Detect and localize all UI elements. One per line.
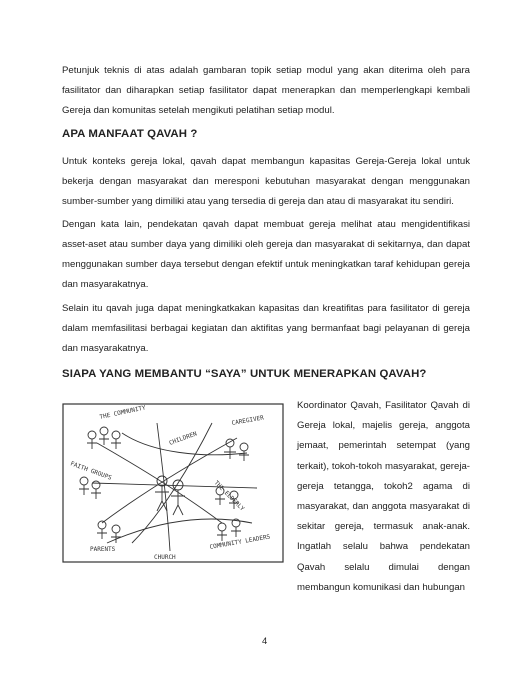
- helpers-paragraph: Koordinator Qavah, Fasilitator Qavah di Gereja lokal, majelis gereja, anggota jemaat, pemerintah setempat (yang terkait), tokoh-tokoh masyarakat, gereja-gereja tetangga, tokoh2 agama di masyarakat, dan anggota masyarakat di sekitar gereja, termasuk anak-anak. Ingatlah selalu bahwa pendekatan Qavah selalu dimulai dengan membangun komunikasi dan hubungan: [297, 400, 470, 593]
- label-faith-groups: FAITH GROUPS: [69, 460, 113, 482]
- label-children: CHILDREN: [168, 430, 198, 447]
- paragraph-manfaat-2: Dengan kata lain, pendekatan qavah dapat membuat gereja melihat atau mengidentifikasi asset-aset atau sumber daya yang dimiliki oleh gereja dan masyarakat di sekitarnya, dan dapat menggunakan sumber daya tersebut dengan efektif untuk meningkatkan taraf kehidupan gereja dan masyarakatnya.: [62, 219, 470, 290]
- paragraph-manfaat-1: Untuk konteks gereja lokal, qavah dapat membangun kapasitas Gereja-Gereja lokal untuk bekerja dengan masyarakat dan meresponi kebutuhan masyarakat dengan menggunakan sumber-sumber yang dimiliki atau yang tersedia di gereja dan atau di masyarakat itu sendiri.: [62, 156, 470, 207]
- label-church: CHURCH: [154, 554, 176, 561]
- label-elderly: THE ELDERLY: [212, 479, 246, 513]
- paragraph-manfaat-3: Selain itu qavah juga dapat meningkatkakan kapasitas dan kreatifitas para fasilitator di gereja dalam memfasilitasi berbagai kegiatan dan aktifitas yang bermanfaat bagi pelayanan di gereja dan masyarakatnya.: [62, 303, 470, 354]
- label-community: THE COMMUNITY: [98, 404, 147, 421]
- intro-paragraph: Petunjuk teknis di atas adalah gambaran topik setiap modul yang akan diterima oleh para fasilitator dan diharapkan setiap fasilitator dapat menerapkan dan memperlengkapi kembali Gereja dan komunitas setelah mengikuti pelatihan setiap modul.: [62, 65, 470, 116]
- label-caregiver: CAREGIVER: [231, 414, 265, 427]
- label-parents: PARENTS: [90, 546, 116, 553]
- label-community-leaders: COMMUNITY LEADERS: [209, 533, 271, 551]
- page-number: 4: [262, 635, 268, 646]
- section-heading-siapa: SIAPA YANG MEMBANTU “SAYA” UNTUK MENERAPKAN QAVAH?: [62, 368, 427, 380]
- section-heading-manfaat: APA MANFAAT QAVAH ?: [62, 128, 198, 140]
- community-illustration: [62, 403, 284, 563]
